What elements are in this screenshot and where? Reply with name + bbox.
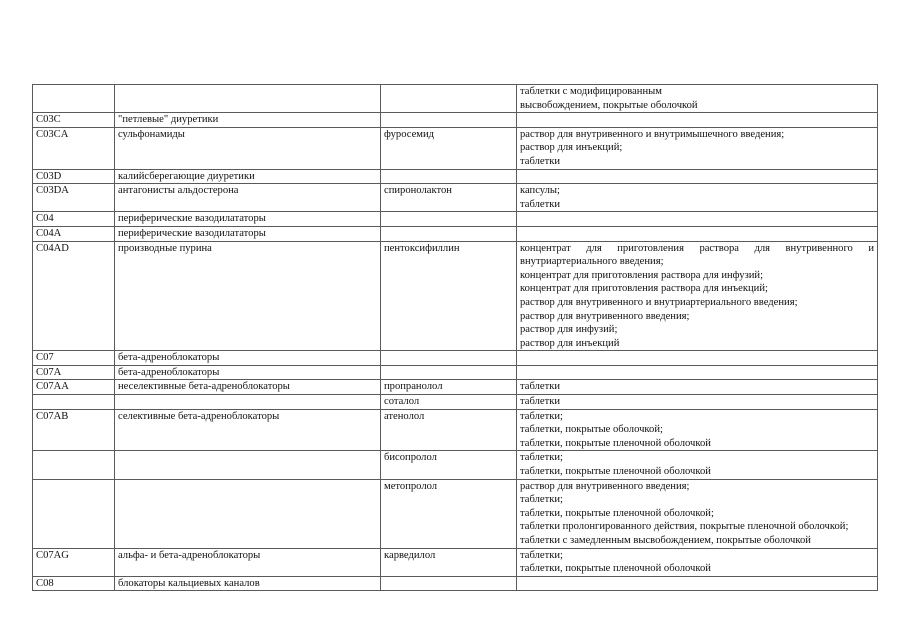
atc-code-cell: C03CA [33,127,115,169]
dosage-forms-cell [517,85,878,113]
dosage-form-item: раствор для инъекций; [520,142,623,154]
drug-name-cell: карведилол [381,548,517,576]
table-row [33,212,878,227]
dosage-forms-cell [517,365,878,380]
drug-name-cell [381,212,517,227]
atc-code-cell: C07AB [33,409,115,451]
table-row [33,184,878,212]
anatomical-therapeutic-group-cell: производные пурина [115,241,381,351]
table-row [33,127,878,169]
table-row [33,380,878,395]
dosage-form-item: таблетки; [520,410,563,422]
dosage-form-item: раствор для инфузий; [520,324,618,336]
anatomical-therapeutic-group-cell: селективные бета-адреноблокаторы [115,409,381,451]
anatomical-therapeutic-group-cell [115,395,381,410]
drug-name-cell: фуросемид [381,127,517,169]
anatomical-therapeutic-group-cell: периферические вазодилататоры [115,212,381,227]
atc-code-cell: C07A [33,365,115,380]
dosage-forms-cell [517,548,878,576]
dosage-form-item: таблетки; [520,549,563,561]
dosage-form-item: концентрат для приготовления раствора для инъекций; [520,283,768,295]
drug-name-cell [381,85,517,113]
table-row [33,451,878,479]
drug-name-cell: бисопролол [381,451,517,479]
drug-name-cell: соталол [381,395,517,410]
atc-code-cell: C03C [33,113,115,128]
atc-code-cell: C07AA [33,380,115,395]
table-row [33,169,878,184]
dosage-form-item: раствор для инъекций [520,337,620,349]
atc-code-cell [33,85,115,113]
table-row [33,226,878,241]
dosage-form-item: таблетки, покрытые пленочной оболочкой [520,466,711,478]
table-row [33,395,878,410]
dosage-forms-cell [517,241,878,351]
atc-code-cell [33,451,115,479]
drug-name-cell [381,113,517,128]
dosage-form-item: раствор для внутривенного и внутримышечного введения; [520,128,785,140]
anatomical-therapeutic-group-cell: бета-адреноблокаторы [115,351,381,366]
dosage-forms-cell [517,380,878,395]
dosage-forms-cell [517,184,878,212]
drug-name-cell [381,576,517,591]
anatomical-therapeutic-group-cell: неселективные бета-адреноблокаторы [115,380,381,395]
dosage-form-item: таблетки, покрытые пленочной оболочкой [520,563,711,575]
dosage-forms-cell [517,351,878,366]
dosage-form-item: таблетки; [520,452,563,464]
atc-code-cell: C04A [33,226,115,241]
drug-name-cell [381,226,517,241]
atc-code-cell: C04 [33,212,115,227]
dosage-form-item: концентрат для приготовления раствора для инфузий; [520,269,764,281]
dosage-forms-cell [517,395,878,410]
atc-code-cell: C03DA [33,184,115,212]
table-body [33,85,878,591]
dosage-form-item: таблетки с замедленным высвобождением, покрытые оболочкой [520,535,811,546]
anatomical-therapeutic-group-cell [115,85,381,113]
anatomical-therapeutic-group-cell: "петлевые" диуретики [115,113,381,128]
table-row [33,241,878,351]
drug-name-cell [381,365,517,380]
table-row [33,409,878,451]
dosage-form-item: таблетки, покрытые пленочной оболочкой; [520,507,714,519]
anatomical-therapeutic-group-cell: сульфонамиды [115,127,381,169]
table-row [33,365,878,380]
dosage-form-item: высвобождением, покрытые оболочкой [520,99,698,111]
dosage-forms-cell [517,226,878,241]
dosage-form-item: таблетки с модифицированным [520,86,662,97]
anatomical-therapeutic-group-cell: блокаторы кальциевых каналов [115,576,381,591]
atc-code-cell [33,395,115,410]
dosage-form-item: таблетки [520,155,561,167]
anatomical-therapeutic-group-cell [115,479,381,548]
anatomical-therapeutic-group-cell [115,451,381,479]
dosage-form-item: таблетки, покрытые пленочной оболочкой [520,437,711,449]
atc-code-cell: C03D [33,169,115,184]
table-row [33,351,878,366]
dosage-form-item: таблетки [520,381,561,393]
atc-code-cell: C07AG [33,548,115,576]
table-row [33,479,878,548]
drug-classification-table [32,84,878,591]
dosage-form-item: раствор для внутривенного введения; [520,480,690,492]
dosage-form-item: раствор для внутривенного введения; [520,310,690,322]
table-row [33,576,878,591]
table-row [33,113,878,128]
atc-code-cell: C08 [33,576,115,591]
table-row [33,85,878,113]
drug-name-cell: пентоксифиллин [381,241,517,351]
anatomical-therapeutic-group-cell: альфа- и бета-адреноблокаторы [115,548,381,576]
drug-name-cell [381,169,517,184]
dosage-forms-cell [517,169,878,184]
drug-name-cell: пропранолол [381,380,517,395]
dosage-form-item: таблетки [520,396,561,408]
atc-code-cell: C07 [33,351,115,366]
drug-name-cell: атенолол [381,409,517,451]
dosage-forms-cell [517,576,878,591]
table-row [33,548,878,576]
anatomical-therapeutic-group-cell: периферические вазодилататоры [115,226,381,241]
dosage-form-item: таблетки, покрытые оболочкой; [520,424,663,436]
dosage-form-item: таблетки пролонгированного действия, покрытые пленочной оболочкой; [520,521,849,533]
dosage-forms-cell [517,127,878,169]
anatomical-therapeutic-group-cell: калийсберегающие диуретики [115,169,381,184]
dosage-form-item: таблетки [520,198,561,210]
anatomical-therapeutic-group-cell: бета-адреноблокаторы [115,365,381,380]
dosage-forms-cell [517,479,878,548]
atc-code-cell [33,479,115,548]
dosage-form-item: капсулы; [520,185,560,197]
dosage-forms-cell [517,113,878,128]
drug-name-cell: метопролол [381,479,517,548]
drug-name-cell [381,351,517,366]
anatomical-therapeutic-group-cell: антагонисты альдостерона [115,184,381,212]
atc-code-cell: C04AD [33,241,115,351]
dosage-forms-cell [517,212,878,227]
dosage-form-item: таблетки; [520,494,563,506]
dosage-forms-cell [517,451,878,479]
dosage-form-item: раствор для внутривенного и внутриартериального введения; [520,296,798,308]
dosage-forms-cell [517,409,878,451]
drug-name-cell: спиронолактон [381,184,517,212]
dosage-form-item: концентрат для приготовления раствора для внутривенного и внутриартериального введения; [520,242,874,268]
